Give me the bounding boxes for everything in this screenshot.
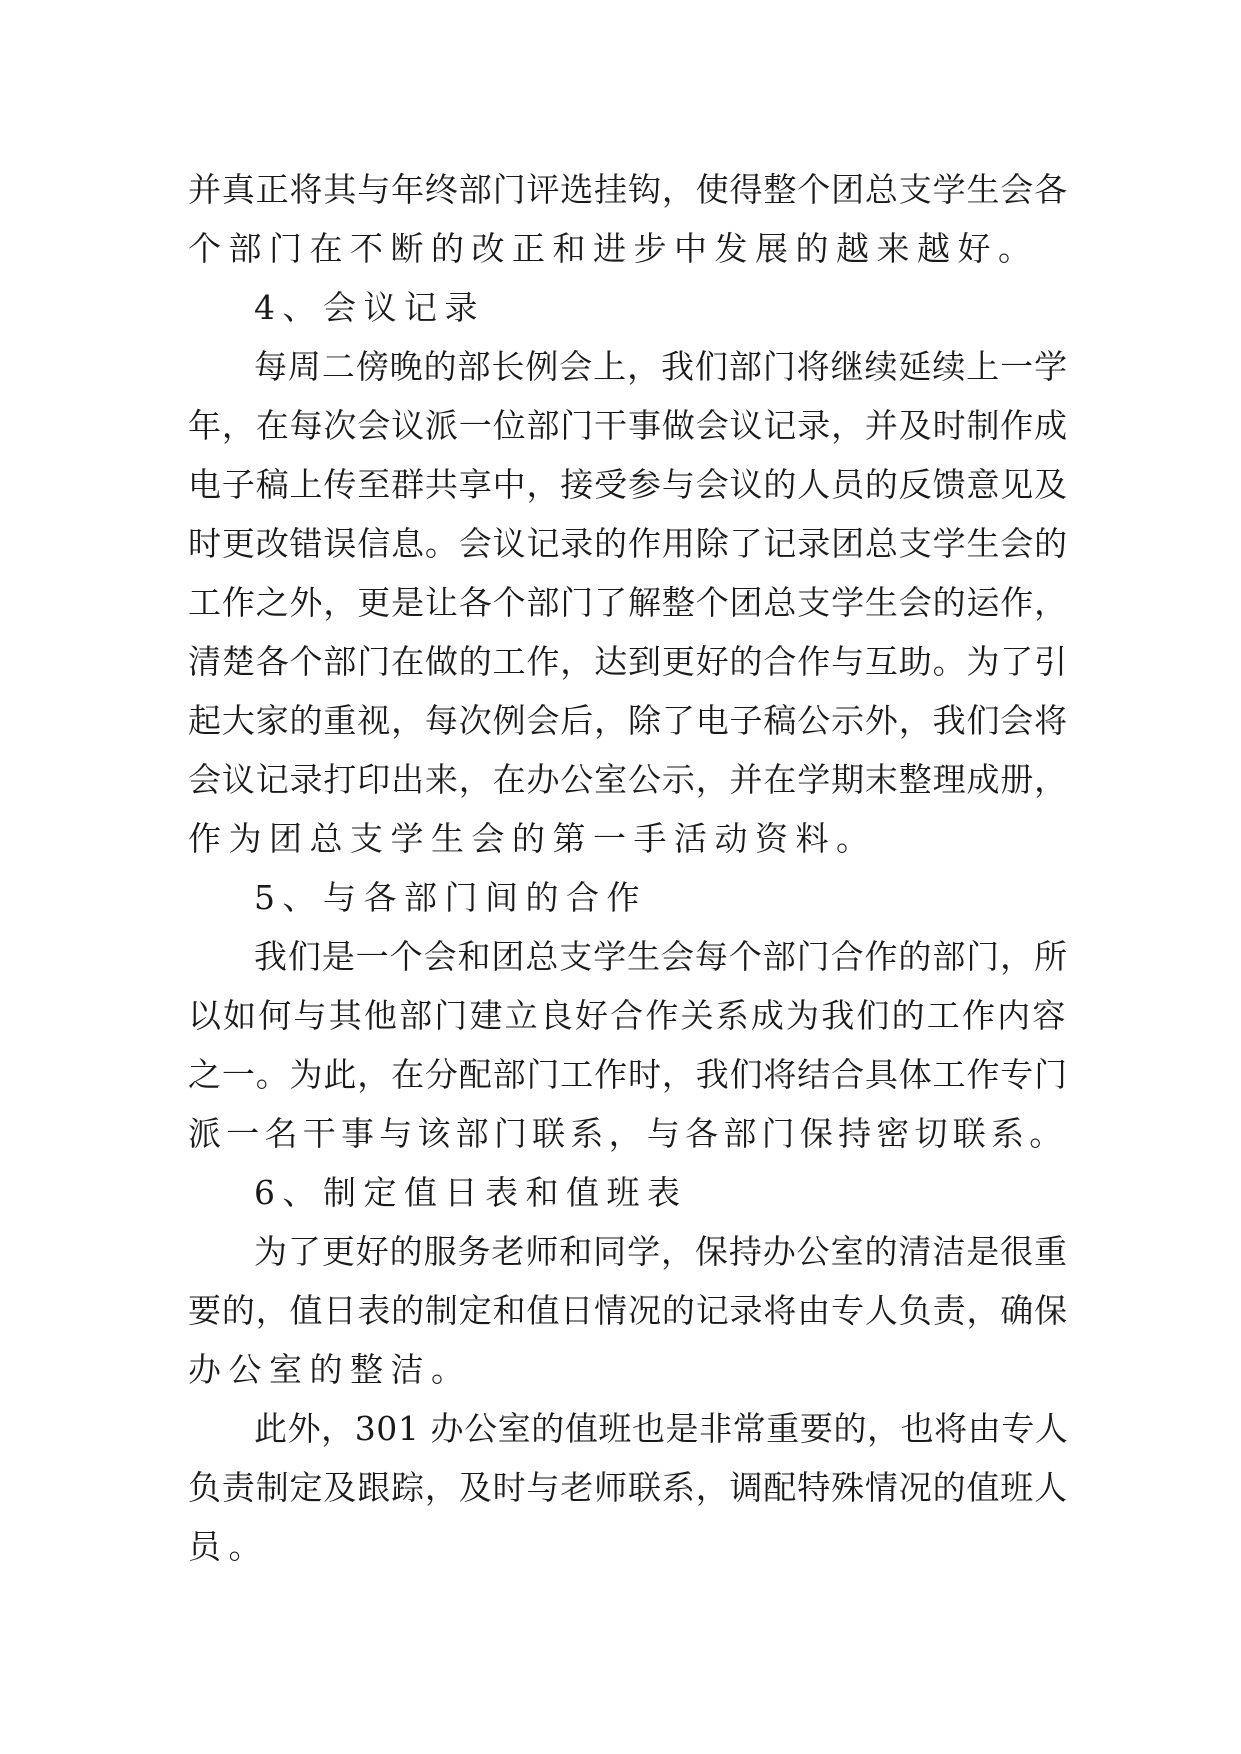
text-line: 派一名干事与该部门联系，与各部门保持密切联系。 [188,1114,1068,1153]
text-line: 并真正将其与年终部门评选挂钩，使得整个团总支学生会各 [188,170,1068,209]
text-line: 办公室的整洁。 [188,1350,472,1389]
text-line: 清楚各个部门在做的工作，达到更好的合作与互助。为了引 [188,642,1068,681]
text-line: 之一。为此，在分配部门工作时，我们将结合具体工作专门 [188,1055,1068,1094]
text-line: 负责制定及跟踪，及时与老师联系，调配特殊情况的值班人 [188,1468,1068,1507]
text-line: 时更改错误信息。会议记录的作用除了记录团总支学生会的 [188,524,1068,563]
text-line: 我们是一个会和团总支学生会每个部门合作的部门，所 [254,937,1068,976]
text-line: 作为团总支学生会的第一手活动资料。 [188,819,877,858]
text-line: 工作之外，更是让各个部门了解整个团总支学生会的运作， [188,583,1068,622]
text-line: 6、制定值日表和值班表 [254,1173,688,1212]
text-line: 年，在每次会议派一位部门干事做会议记录，并及时制作成 [188,406,1068,445]
text-line: 个部门在不断的改正和进步中发展的越来越好。 [188,229,1039,268]
text-line: 5、与各部门间的合作 [254,878,647,917]
document-body [188,160,1069,1576]
text-line: 要的，值日表的制定和值日情况的记录将由专人负责，确保 [188,1291,1068,1330]
text-line: 每周二傍晚的部长例会上，我们部门将继续延续上一学 [254,347,1068,386]
text-line: 员。 [188,1527,269,1566]
text-line: 此外，301 办公室的值班也是非常重要的，也将由专人 [254,1409,1069,1448]
text-line: 为了更好的服务老师和同学，保持办公室的清洁是很重 [254,1232,1068,1271]
text-line: 起大家的重视，每次例会后，除了电子稿公示外，我们会将 [188,701,1068,740]
text-line: 会议记录打印出来，在办公室公示，并在学期末整理成册， [188,760,1068,799]
text-line: 电子稿上传至群共享中，接受参与会议的人员的反馈意见及 [188,465,1068,504]
text-line: 4、会议记录 [254,288,485,327]
text-line: 以如何与其他部门建立良好合作关系成为我们的工作内容 [188,996,1068,1035]
